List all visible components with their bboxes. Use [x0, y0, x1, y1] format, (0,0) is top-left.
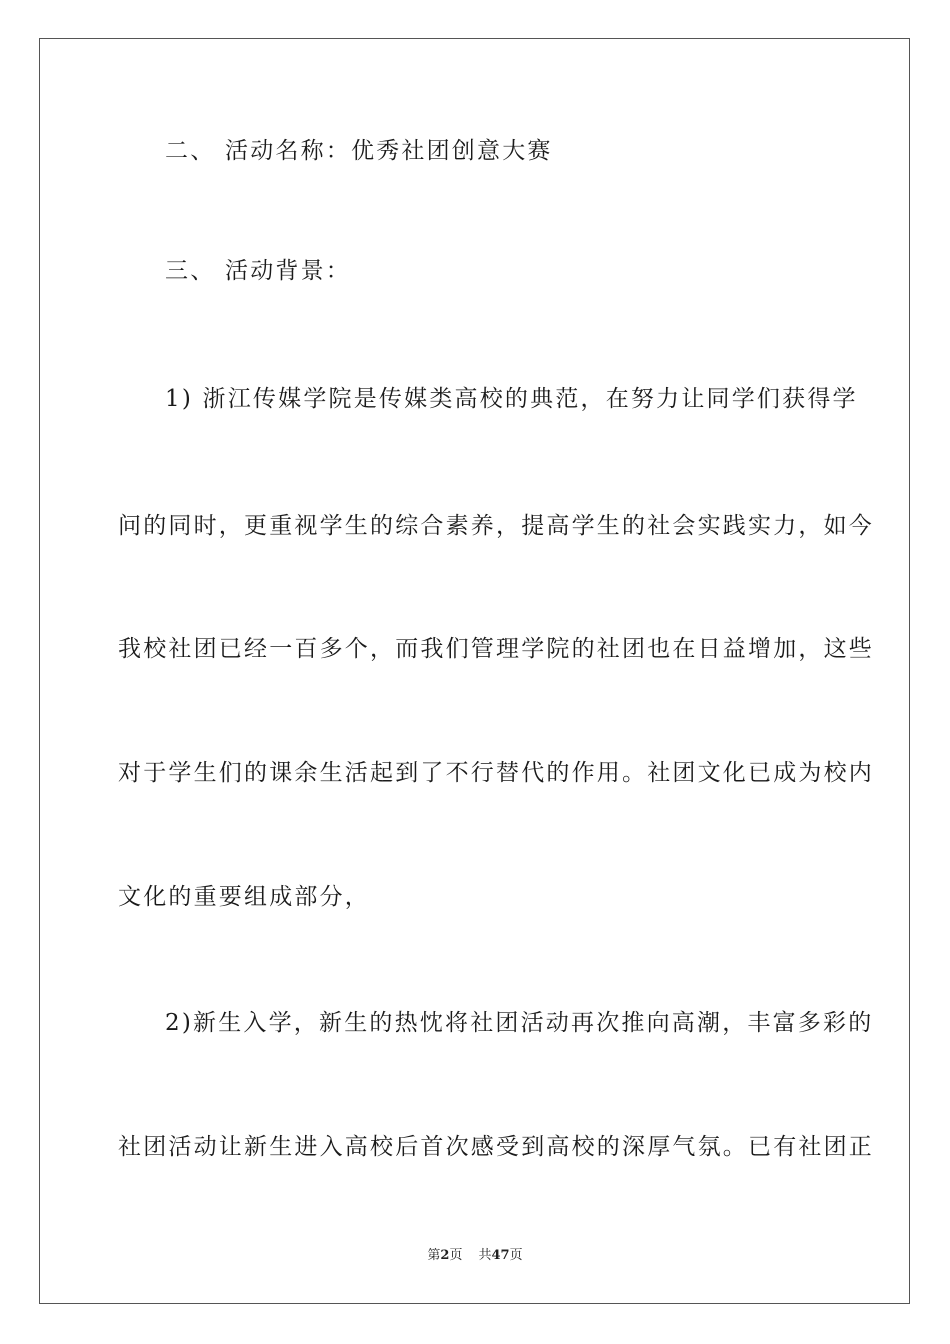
page-suffix: 页: [449, 1248, 463, 1263]
total-suffix: 页: [509, 1248, 523, 1263]
heading-number: 三、: [165, 258, 216, 284]
paragraph-line: 文化的重要组成部分，: [118, 884, 370, 910]
total-prefix: 共: [478, 1248, 492, 1263]
paragraph-line: 问的同时，更重视学生的综合素养，提高学生的社会实践实力，如今: [118, 513, 874, 539]
paragraph-line: 1) 浙江传媒学院是传媒类高校的典范，在努力让同学们获得学: [165, 386, 858, 412]
heading-text: 活动背景：: [225, 258, 351, 284]
current-page-number: 2: [440, 1248, 450, 1263]
paragraph-line: 对于学生们的课余生活起到了不行替代的作用。社团文化已成为校内: [118, 760, 874, 786]
page-prefix: 第: [427, 1248, 441, 1263]
heading-activity-name: [165, 136, 881, 166]
page-frame: [39, 38, 910, 1304]
heading-text: 活动名称：优秀社团创意大赛: [225, 138, 553, 164]
paragraph-line: 2)新生入学，新生的热忱将社团活动再次推向高潮，丰富多彩的: [165, 1010, 874, 1036]
heading-number: 二、: [165, 138, 216, 164]
total-page-number: 47: [491, 1248, 510, 1263]
paragraph-line: 社团活动让新生进入高校后首次感受到高校的深厚气氛。已有社团正: [118, 1134, 874, 1160]
page-footer: [0, 1247, 950, 1265]
paragraph-line: 我校社团已经一百多个，而我们管理学院的社团也在日益增加，这些: [118, 636, 874, 662]
heading-activity-background: [165, 256, 881, 286]
